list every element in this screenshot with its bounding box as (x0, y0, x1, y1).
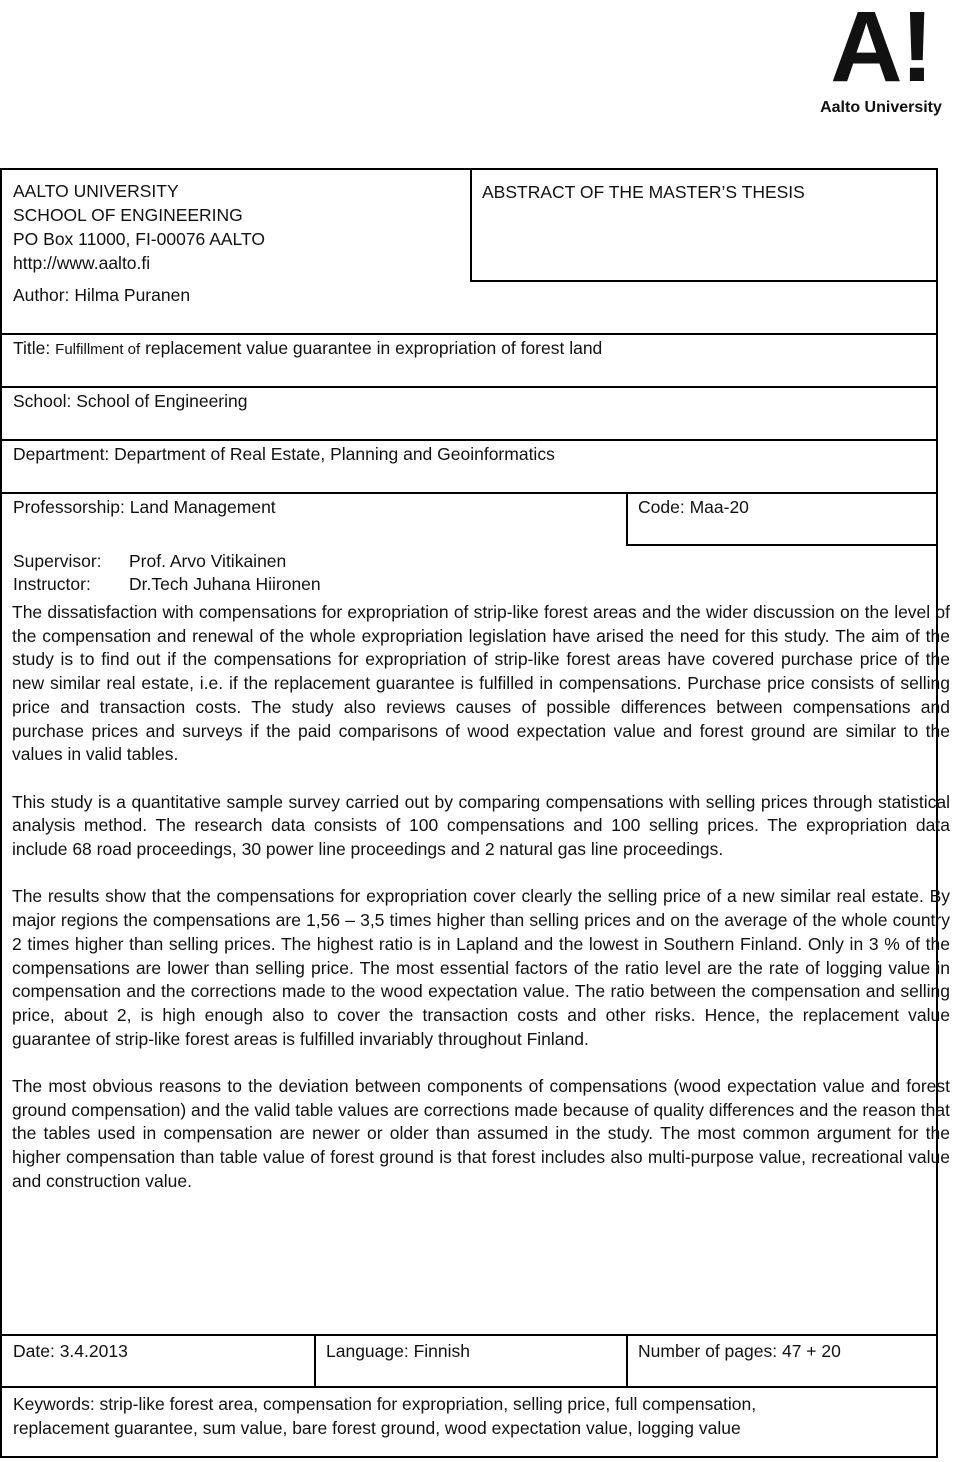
author-label: Author: (13, 285, 70, 305)
row-divider (2, 1386, 936, 1388)
footer-divider (626, 1334, 628, 1388)
row-divider (2, 1334, 936, 1336)
logo-name: Aalto University (820, 99, 942, 116)
row-divider (2, 492, 936, 494)
code-label: Code: (638, 497, 685, 517)
professorship-value: Land Management (129, 497, 276, 517)
logo-mark: A! (830, 0, 932, 103)
document-type: ABSTRACT OF THE MASTER’S THESIS (482, 182, 805, 202)
language-field: Language: Finnish (326, 1341, 470, 1361)
row-divider (470, 280, 936, 282)
row-divider (626, 544, 936, 546)
department-value: Department of Real Estate, Planning and Geoinformatics (114, 444, 555, 464)
school-name: SCHOOL OF ENGINEERING (13, 205, 243, 225)
title-value-part: Fulfillment of (55, 341, 141, 358)
professorship-field (13, 495, 276, 519)
footer-divider (314, 1334, 316, 1388)
title-value: replacement value guarantee in expropriation of forest land (145, 338, 603, 358)
department-field (13, 442, 555, 466)
row-divider (2, 386, 936, 388)
supervisor-field (13, 549, 286, 573)
university-name: AALTO UNIVERSITY (13, 181, 179, 201)
title-label: Title: (13, 338, 51, 358)
code-value: Maa-20 (689, 497, 749, 517)
code-divider (626, 492, 628, 546)
department-label: Department: (13, 444, 110, 464)
supervisor-value: Prof. Arvo Vitikainen (129, 551, 287, 571)
code-field (638, 495, 749, 519)
abstract-body (12, 601, 950, 1194)
title-field (13, 336, 602, 362)
school-field (13, 389, 247, 413)
supervisor-label: Supervisor: (13, 551, 102, 571)
pages-field: Number of pages: 47 + 20 (638, 1341, 841, 1361)
abstract-paragraph: This study is a quantitative sample survey carried out by comparing compensations with selling prices through statistical analysis method. The research data consists of 100 compensations and 100 selling prices. The expropriation data include 68 road proceedings, 30 power line proceedings and 2 natural gas line proceedings. (12, 791, 950, 860)
keywords-line: Keywords: strip-like forest area, compensation for expropriation, selling price, full compensation, (13, 1394, 757, 1414)
aalto-logo (806, 0, 956, 118)
author-field (13, 283, 190, 307)
professorship-label: Professorship: (13, 497, 125, 517)
row-divider (2, 333, 936, 335)
abstract-paragraph: The dissatisfaction with compensations for expropriation of strip-like forest areas and the wider discussion on the level of the compensation and renewal of the whole expropriation legislation have arised the need for this study. The aim of the study is to find out if the compensations for expropriation of strip-like forest areas have covered purchase price of the new similar real estate, i.e. if the replacement guarantee is fulfilled in compensations. Purchase price consists of selling price and transaction costs. The study also reviews causes of possible differences between compensations and purchase prices and surveys if the paid comparisons of wood expectation value and forest ground are similar to the values in valid tables. (12, 602, 950, 765)
abstract-paragraph: The most obvious reasons to the deviation between components of compensations (wood expectation value and forest ground compensation) and the valid table values are corrections made because of quality differences and the reason that the tables used in compensation are newer or older than assumed in the study. The most common argument for the higher compensation than table value of forest ground is that forest includes also multi-purpose value, recreational value and construction value. (12, 1076, 950, 1191)
date-field: Date: 3.4.2013 (13, 1341, 128, 1361)
instructor-label: Instructor: (13, 574, 91, 594)
instructor-value: Dr.Tech Juhana Hiironen (129, 574, 321, 594)
school-label: School: (13, 391, 72, 411)
keywords-line: replacement guarantee, sum value, bare forest ground, wood expectation value, logging value (13, 1418, 741, 1438)
header-divider (470, 170, 472, 282)
school-value: School of Engineering (76, 391, 248, 411)
abstract-paragraph: The results show that the compensations for expropriation cover clearly the selling price of a new similar real estate. By major regions the compensations are 1,56 – 3,5 times higher than selling prices and on the average of the whole country 2 times higher than selling prices. The highest ratio is in Lapland and the lowest in Southern Finland. Only in 3 % of the compensations are lower than selling price. The most essential factors of the ratio level are the rate of logging value in compensation and the corrections made to the wood expectation value. The ratio between the compensation and selling price, about 2, is high enough also to cover the transaction costs and other risks. Hence, the replacement value guarantee of strip-like forest areas is fulfilled invariably throughout Finland. (12, 886, 950, 1049)
website-link[interactable]: http://www.aalto.fi (13, 253, 151, 273)
author-value: Hilma Puranen (74, 285, 191, 305)
postal-address: PO Box 11000, FI-00076 AALTO (13, 229, 265, 249)
instructor-field (13, 572, 321, 596)
row-divider (2, 439, 936, 441)
